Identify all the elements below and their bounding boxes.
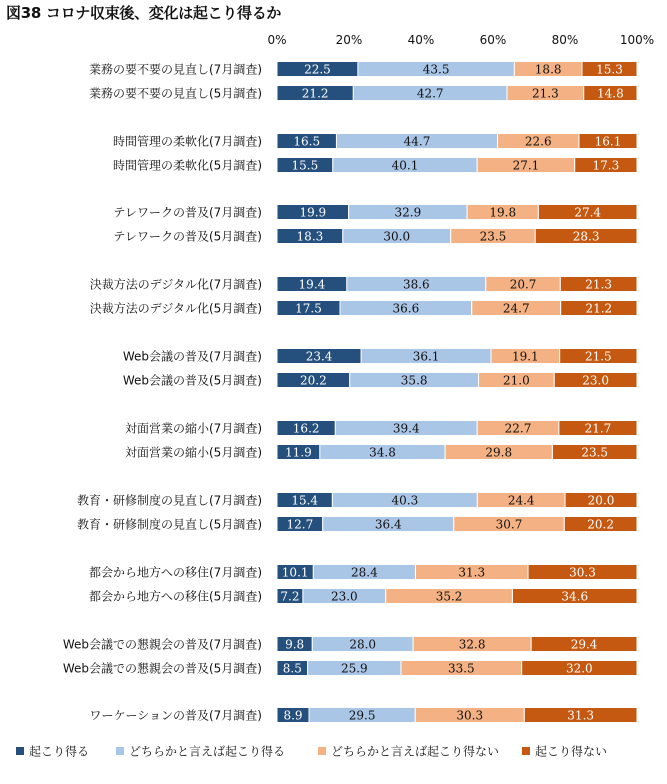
bar-value-label: 27.1 [512,158,540,173]
bar-value-label: 27.4 [574,205,602,220]
bar-value-label: 9.8 [285,637,305,652]
bar-value-label: 31.3 [458,565,486,580]
bar-value-label: 21.0 [503,373,530,388]
bar-value-label: 29.5 [348,708,376,723]
bar-value-label: 23.0 [582,373,609,388]
legend-label: どちらかと言えば起こり得る [129,744,286,759]
bar-value-label: 23.0 [330,589,358,604]
bar-value-label: 8.9 [283,708,303,723]
bar-value-label: 23.5 [479,229,507,244]
bar-value-label: 17.5 [295,301,322,316]
bar-value-label: 39.4 [392,421,420,436]
x-tick-label: 60% [479,33,507,47]
category-label: 時間管理の柔軟化(5月調査) [113,158,262,173]
bar-value-label: 20.2 [587,517,614,532]
bar-value-label: 10.1 [281,565,309,580]
bar-value-label: 16.2 [292,421,320,436]
bar-value-label: 7.2 [280,589,300,604]
legend-swatch [116,747,124,755]
category-label: テレワークの普及(7月調査) [113,205,262,220]
bar-value-label: 22.7 [504,421,532,436]
category-label: 都会から地方への移住(7月調査) [89,565,262,580]
bar-value-label: 30.7 [495,517,523,532]
bar-value-label: 40.1 [391,158,419,173]
bar-value-label: 38.6 [402,277,430,292]
bar-value-label: 21.2 [585,301,613,316]
bar-value-label: 20.0 [587,493,615,508]
category-label: Web会議の普及(7月調査) [122,349,262,364]
bar-value-label: 29.8 [485,445,513,460]
x-tick-label: 20% [335,33,363,47]
category-label: テレワークの普及(5月調査) [113,229,262,244]
bar-value-label: 19.4 [298,277,326,292]
bar-value-label: 30.3 [569,565,596,580]
bar-value-label: 16.5 [293,134,321,149]
bar-value-label: 28.0 [349,637,377,652]
bar-value-label: 18.8 [534,62,562,77]
chart-title: 図38 コロナ収束後、変化は起こり得るか [6,4,282,22]
bar-value-label: 42.7 [416,86,444,101]
bar-value-label: 32.0 [565,661,593,676]
bar-value-label: 19.9 [299,205,327,220]
bar-value-label: 25.9 [340,661,368,676]
bar-value-label: 23.4 [305,349,333,364]
bar-value-label: 24.4 [507,493,535,508]
category-label: 教育・研修制度の見直し(7月調査) [77,493,262,508]
bar-value-label: 15.3 [596,62,623,77]
bar-value-label: 30.3 [456,708,484,723]
legend-label: 起こり得る [29,744,90,759]
x-tick-label: 100% [619,33,655,47]
category-label: 業務の要不要の見直し(5月調査) [89,86,262,101]
x-axis-ticks [267,33,654,47]
legend-label: どちらかと言えば起こり得ない [331,744,500,759]
bar-value-label: 32.8 [458,637,486,652]
bar-value-label: 22.6 [524,134,552,149]
bar-value-label: 36.6 [392,301,420,316]
bar-value-label: 16.1 [594,134,622,149]
legend-swatch [16,747,24,755]
bar-value-label: 35.8 [400,373,428,388]
category-label: 教育・研修制度の見直し(5月調査) [77,517,262,532]
bar-value-label: 17.3 [592,158,620,173]
category-label: 時間管理の柔軟化(7月調査) [113,134,262,149]
bars [277,62,637,723]
bar-value-label: 15.4 [291,493,319,508]
bar-value-label: 31.3 [567,708,595,723]
bar-value-label: 14.8 [597,86,624,101]
bar-value-label: 34.8 [369,445,396,460]
bar-value-label: 43.5 [422,62,450,77]
bar-value-label: 22.5 [304,62,331,77]
bar-value-label: 40.3 [391,493,419,508]
bar-value-label: 23.5 [581,445,609,460]
bar-value-label: 19.1 [511,349,539,364]
bar-value-label: 19.8 [489,205,517,220]
category-labels [63,62,262,723]
category-label: 対面営業の縮小(7月調査) [125,421,262,436]
bar-value-label: 15.5 [291,158,319,173]
bar-value-label: 35.2 [435,589,463,604]
legend-label: 起こり得ない [535,744,608,759]
category-label: Web会議での懇親会の普及(5月調査) [62,661,262,676]
category-label: ワーケーションの普及(7月調査) [89,708,262,723]
x-tick-label: 80% [551,33,579,47]
category-label: 業務の要不要の見直し(7月調査) [89,62,262,77]
bar-value-label: 29.4 [570,637,598,652]
bar-value-label: 28.4 [351,565,378,580]
bar-value-label: 20.7 [509,277,537,292]
bar-value-label: 28.3 [572,229,600,244]
bar-value-label: 18.3 [296,229,324,244]
bar-value-label: 21.3 [532,86,559,101]
bar-value-label: 30.0 [383,229,411,244]
category-label: 都会から地方への移住(5月調査) [89,589,262,604]
bar-value-label: 12.7 [286,517,314,532]
category-label: 対面営業の縮小(5月調査) [125,445,262,460]
bar-value-label: 24.7 [502,301,530,316]
bar-value-label: 21.3 [585,277,613,292]
bar-value-label: 21.5 [584,349,612,364]
bar-value-label: 21.2 [301,86,329,101]
bar-value-label: 11.9 [285,445,312,460]
bar-value-label: 33.5 [447,661,475,676]
bar-value-label: 32.9 [394,205,422,220]
category-label: Web会議の普及(5月調査) [122,373,262,388]
category-label: 決裁方法のデジタル化(5月調査) [89,301,262,316]
x-tick-label: 0% [267,33,287,47]
bar-value-label: 21.7 [584,421,612,436]
bar-value-label: 44.7 [403,134,431,149]
bar-value-label: 34.6 [561,589,589,604]
legend [16,744,607,759]
category-label: Web会議での懇親会の普及(7月調査) [62,637,262,652]
legend-swatch [522,747,530,755]
bar-value-label: 36.1 [412,349,440,364]
bar-value-label: 36.4 [374,517,402,532]
x-tick-label: 40% [407,33,435,47]
category-label: 決裁方法のデジタル化(7月調査) [89,277,262,292]
legend-swatch [318,747,326,755]
bar-value-label: 20.2 [300,373,327,388]
bar-value-label: 8.5 [282,661,302,676]
